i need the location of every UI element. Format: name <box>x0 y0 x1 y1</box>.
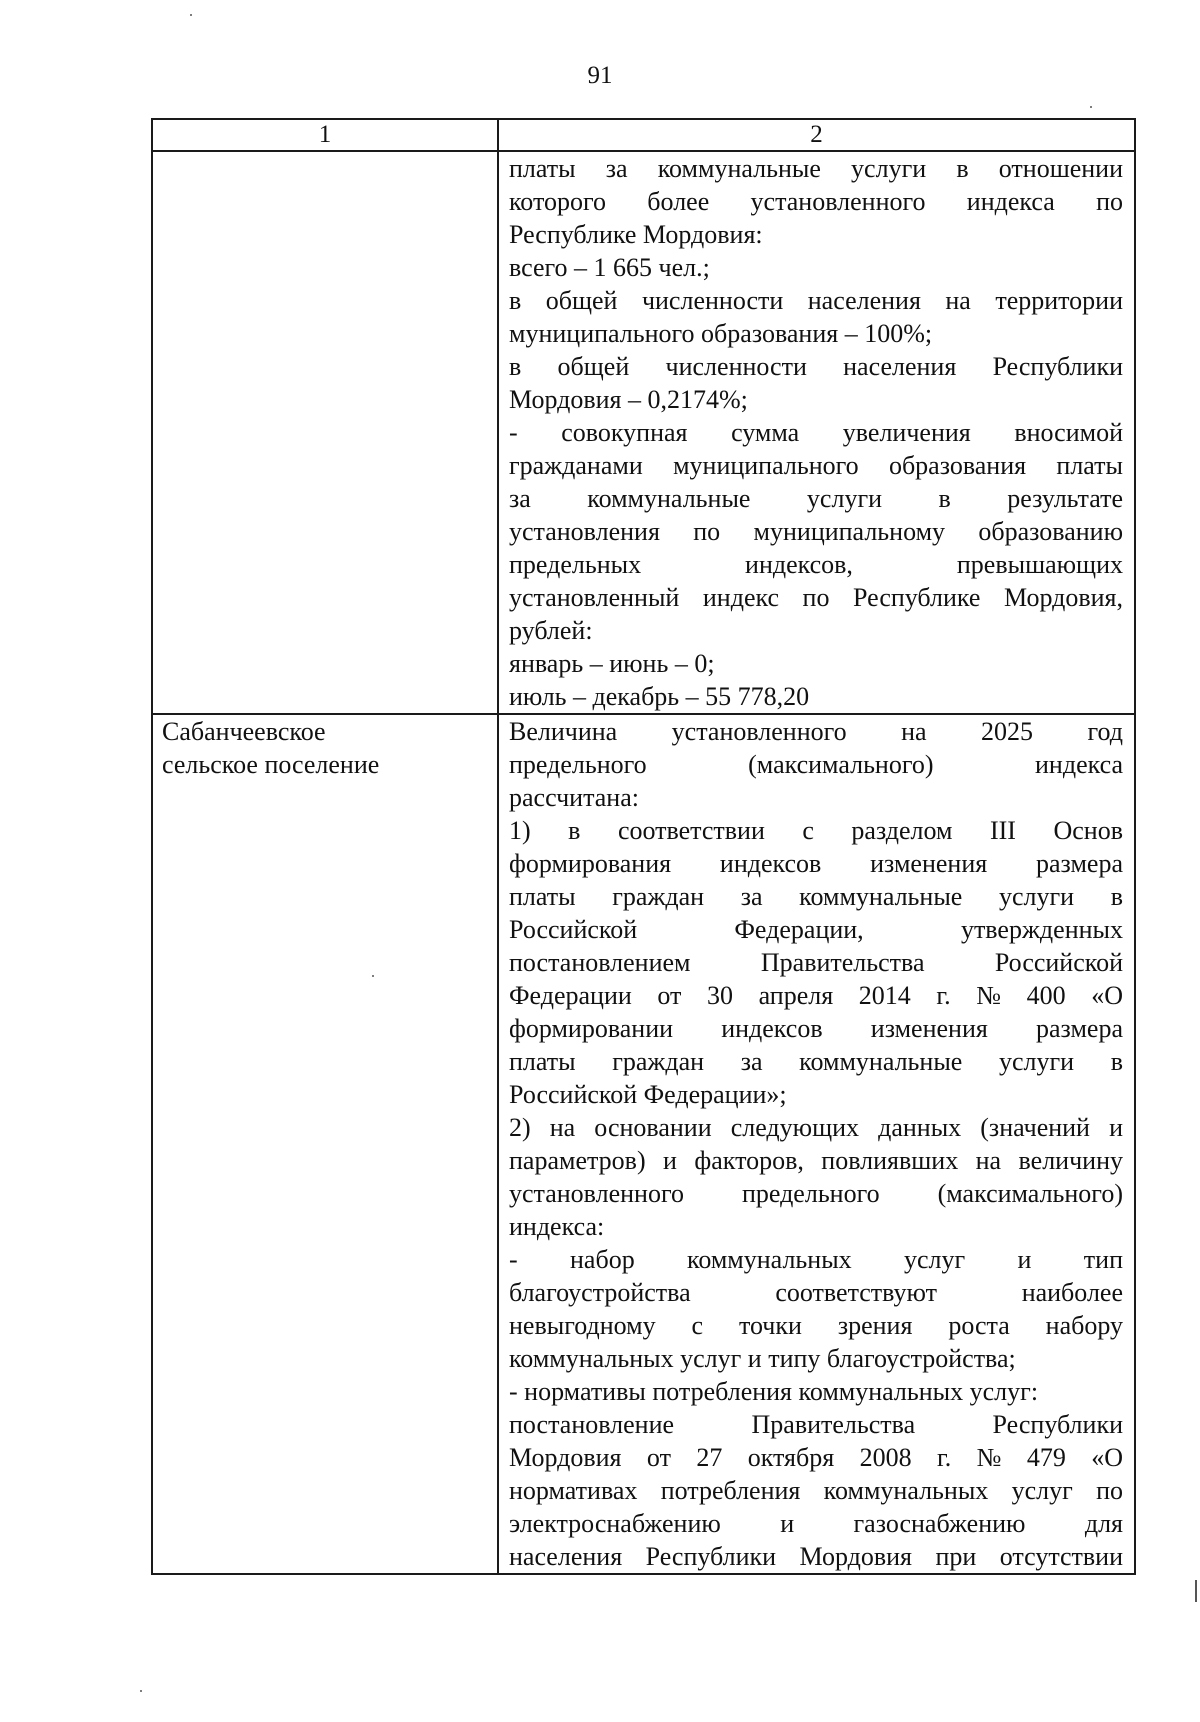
description-line: благоустройства соответствуют наиболее <box>509 1278 1123 1307</box>
municipality-name-line: Сабанчеевское <box>162 717 326 746</box>
description-line: всего – 1 665 чел.; <box>509 253 710 282</box>
column-header-2: 2 <box>498 119 1135 151</box>
municipality-cell <box>152 151 498 714</box>
description-line: электроснабжению и газоснабжению для <box>509 1509 1123 1538</box>
table-row <box>152 714 1135 1574</box>
scan-speck <box>140 1690 142 1692</box>
description-line: нормативах потребления коммунальных услуг по <box>509 1476 1123 1505</box>
scan-speck <box>372 975 374 977</box>
description-line: населения Республики Мордовия при отсутствии <box>509 1542 1123 1571</box>
description-line: муниципального образования – 100%; <box>509 319 933 348</box>
description-line: Федерации от 30 апреля 2014 г. № 400 «О <box>509 981 1123 1010</box>
description-line: предельных индексов, превышающих <box>509 550 1123 579</box>
description-line: гражданами муниципального образования платы <box>509 451 1123 480</box>
description-line: июль – декабрь – 55 778,20 <box>509 682 810 711</box>
table-row <box>152 151 1135 714</box>
description-line: Российской Федерации, утвержденных <box>509 915 1123 944</box>
description-line: 2) на основании следующих данных (значений и <box>509 1113 1123 1142</box>
description-line: - набор коммунальных услуг и тип <box>509 1245 1123 1274</box>
municipality-name-line: сельское поселение <box>162 750 380 779</box>
description-line: - нормативы потребления коммунальных услуг: <box>509 1377 1039 1406</box>
table-header-row <box>152 119 1135 151</box>
description-line: 1) в соответствии с разделом III Основ <box>509 816 1123 845</box>
description-line: рублей: <box>509 616 593 645</box>
description-line: формировании индексов изменения размера <box>509 1014 1123 1043</box>
scan-speck <box>190 14 192 16</box>
description-line: платы за коммунальные услуги в отношении <box>509 154 1123 183</box>
description-line: Российской Федерации»; <box>509 1080 787 1109</box>
description-line: коммунальных услуг и типу благоустройства; <box>509 1344 1016 1373</box>
description-line: январь – июнь – 0; <box>509 649 715 678</box>
description-line: рассчитана: <box>509 783 639 812</box>
description-line: Величина установленного на 2025 год <box>509 717 1123 746</box>
description-line: установления по муниципальному образованию <box>509 517 1123 546</box>
description-line: в общей численности населения Республики <box>509 352 1123 381</box>
description-line: платы граждан за коммунальные услуги в <box>509 882 1123 911</box>
description-line: которого более установленного индекса по <box>509 187 1123 216</box>
scan-speck <box>1195 1580 1197 1602</box>
column-header-1: 1 <box>152 119 498 151</box>
description-line: Мордовия от 27 октября 2008 г. № 479 «О <box>509 1443 1123 1472</box>
description-line: постановление Правительства Республики <box>509 1410 1123 1439</box>
description-line: установленный индекс по Республике Мордовия, <box>509 583 1123 612</box>
description-line: в общей численности населения на территории <box>509 286 1123 315</box>
description-line: платы граждан за коммунальные услуги в <box>509 1047 1123 1076</box>
description-line: - совокупная сумма увеличения вносимой <box>509 418 1123 447</box>
description-line: невыгодному с точки зрения роста набору <box>509 1311 1123 1340</box>
description-line: постановлением Правительства Российской <box>509 948 1123 977</box>
document-table <box>151 118 1136 1575</box>
description-line: за коммунальные услуги в результате <box>509 484 1123 513</box>
description-line: параметров) и факторов, повлиявших на величину <box>509 1146 1123 1175</box>
page-number: 91 <box>587 62 613 89</box>
description-line: индекса: <box>509 1212 605 1241</box>
description-line: предельного (максимального) индекса <box>509 750 1123 779</box>
description-line: Мордовия – 0,2174%; <box>509 385 748 414</box>
description-line: установленного предельного (максимального) <box>509 1179 1123 1208</box>
description-cell <box>498 714 1135 1574</box>
description-line: формирования индексов изменения размера <box>509 849 1123 878</box>
description-line: Республике Мордовия: <box>509 220 763 249</box>
municipality-cell <box>152 714 498 1574</box>
scan-speck <box>1090 106 1092 108</box>
description-cell <box>498 151 1135 714</box>
